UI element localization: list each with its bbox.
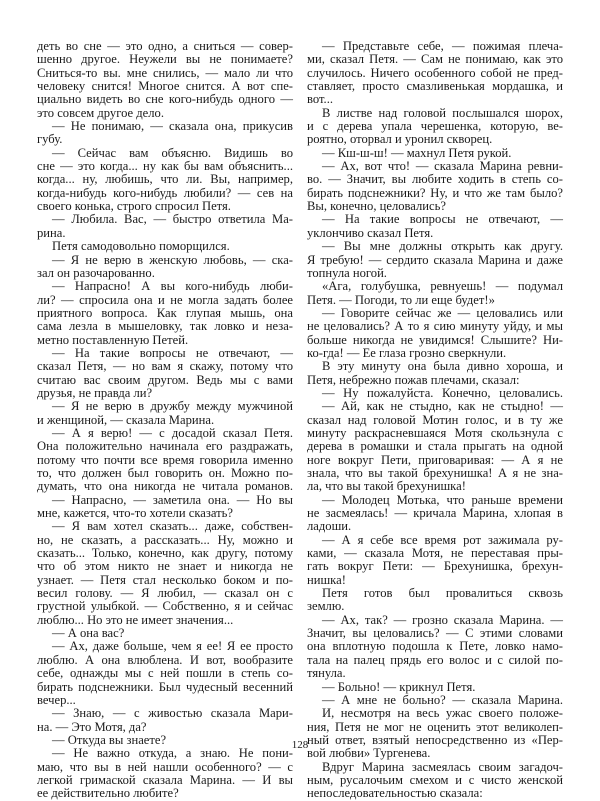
text-line: гать вокруг Пети: — Брехунишка, брехун- bbox=[307, 559, 563, 574]
text-line: сказал над головой Мотин голос, и в ту же bbox=[307, 412, 563, 427]
text-line: И, несмотря на весь ужас своего положе- bbox=[322, 706, 563, 721]
text-line: «Ага, голубушка, ревнуешь! — подумал bbox=[322, 279, 563, 294]
text-line: когда... ну, любишь, что ли. Вы, например, bbox=[37, 172, 293, 187]
text-line: — Кш-ш-ш! — махнул Петя рукой. bbox=[322, 145, 512, 160]
text-line: — А она вас? bbox=[52, 626, 125, 641]
text-line: шенно другое. Неужели вы не понимаете? bbox=[37, 52, 293, 67]
text-line: человеку снится! Многое снится. А вот спе- bbox=[37, 79, 293, 94]
text-line: своего конька, строго спросил Петя. bbox=[37, 199, 231, 214]
text-line: во. — Значит, вы любите ходить в степь со- bbox=[307, 172, 563, 187]
text-line: сне — это когда... ну как бы вам объяснить... bbox=[37, 159, 293, 174]
text-line: — Откуда вы знаете? bbox=[52, 732, 167, 747]
text-line: ным, русалочьим смехом и с чисто женской bbox=[307, 772, 563, 787]
text-line: зал он разочарованно. bbox=[37, 265, 155, 280]
text-line: — Вы мне должны открыть как другу. bbox=[322, 239, 563, 254]
text-line: — А мне не больно? — сказала Марина. bbox=[322, 692, 563, 707]
text-line: Петя готов был провалиться сквозь bbox=[322, 586, 563, 601]
text-line: ставляет, просто смазливенькая мордашка, и bbox=[307, 79, 563, 94]
text-line: В эту минуту она была дивно хороша, и bbox=[322, 359, 563, 374]
text-line: — На такие вопросы не отвечают, — bbox=[52, 345, 293, 360]
text-line: то, что должен был говорить он. Можно по- bbox=[37, 466, 293, 480]
right-column bbox=[307, 40, 563, 801]
text-line: случилось. Ничего особенного собой не пред- bbox=[307, 65, 563, 80]
text-line: ноге вокруг Пети, приговаривая: — А я не bbox=[307, 452, 563, 467]
text-line: ее действительно любите? bbox=[37, 786, 179, 801]
text-line: дерева в ромашки и стала прыгать на одной bbox=[307, 439, 563, 454]
text-line: нишка! bbox=[307, 572, 346, 587]
text-line: считаю вас своим другом. Ведь мы с вами bbox=[37, 372, 293, 387]
text-line: ками, — сказала Мотя, не переставая пры- bbox=[307, 546, 563, 561]
text-line: Значит, вы целовались? — С этими словами bbox=[307, 626, 563, 641]
text-line: Петя самодовольно поморщился. bbox=[52, 239, 230, 254]
text-line: — А я верю! — с досадой сказал Петя. bbox=[52, 425, 293, 440]
text-line: ли? — спросила она и не могла задать более bbox=[37, 292, 293, 307]
text-line: тала на палец прядь его волос и с силой по- bbox=[307, 652, 563, 667]
text-line: — Ай, как не стыдно, как не стыдно! — bbox=[322, 399, 563, 414]
text-line: деть во сне — это одно, а сниться — совер- bbox=[37, 39, 293, 53]
text-line: но, не сказать, а рассказать... Ну, можно и bbox=[37, 532, 293, 547]
text-line: — Представьте себе, — пожимая плеча- bbox=[322, 39, 563, 53]
text-line: роятно, оторвал и уронил скворец. bbox=[307, 132, 493, 147]
text-line: — Я не верю в дружбу между мужчиной bbox=[52, 399, 293, 414]
text-line: ко-гда! — Ее глаза грозно сверкнули. bbox=[307, 345, 507, 360]
text-line: друзья, не правда ли? bbox=[37, 385, 153, 400]
text-line: грустной улыбкой. — Собственно, я и сейчас bbox=[37, 599, 293, 614]
text-line: бирать подснежники? Ну, и что же там было? bbox=[307, 185, 563, 200]
text-line: люблю... Но это не имеет значения... bbox=[37, 612, 234, 627]
text-line: Вы, конечно, целовались? bbox=[307, 199, 446, 214]
text-line: топнула ногой. bbox=[307, 265, 387, 280]
text-line: метно поставленную Петей. bbox=[37, 332, 189, 347]
text-line: ладоши. bbox=[307, 519, 352, 534]
text-line: тянула. bbox=[307, 666, 346, 681]
text-line: уклончиво сказал Петя. bbox=[307, 225, 434, 240]
text-line: сама лезла в мышеловку, так ловко и неза- bbox=[37, 319, 293, 334]
text-line: — Знаю, — с живостью сказала Мари- bbox=[52, 706, 293, 721]
text-line: Петя, небрежно пожав плечами, сказал: bbox=[307, 372, 520, 387]
text-line: — Я вам хотел сказать... даже, собствен- bbox=[52, 519, 293, 534]
text-line: вой любви» Тургенева. bbox=[307, 746, 431, 761]
text-line: узнает. — Петя стал несколько боком и по- bbox=[37, 572, 293, 587]
text-line: губу. bbox=[37, 132, 63, 147]
text-line: рина. bbox=[37, 225, 66, 240]
text-line: сказал Петя, — но вам я скажу, потому что bbox=[37, 359, 293, 374]
text-line: — Ах, даже больше, чем я ее! Я ее просто bbox=[52, 639, 293, 654]
text-line: — Говорите сейчас же — целовались или bbox=[322, 305, 563, 320]
text-line: легкой гримаской сказала Марина. — И вы bbox=[37, 772, 293, 787]
text-line: ный ответ, взятый непосредственно из «Пер- bbox=[307, 732, 563, 747]
text-line: думать, что она никогда не читала романов. bbox=[37, 479, 293, 494]
text-line: когда-нибудь кого-нибудь любили? — сев на bbox=[37, 185, 293, 200]
text-line: Я требую! — сердито сказала Марина и даже bbox=[307, 252, 563, 267]
text-line: не целовались? А то я сию минуту уйду, и мы bbox=[307, 319, 563, 334]
text-line: люблю. А она влюблена. И вот, вообразите bbox=[37, 652, 293, 667]
text-line: — Ну пожалуйста. Конечно, целовались. bbox=[322, 385, 563, 400]
text-line: циально видеть во сне кого-нибудь одного — bbox=[37, 92, 293, 107]
text-line: Петя. — Погоди, то ли еще будет!» bbox=[307, 292, 495, 307]
text-line: — Любила. Вас, — быстро ответила Ма- bbox=[52, 212, 293, 227]
text-line: Сниться-то вы. мне снились, — мало ли что bbox=[37, 65, 293, 80]
text-line: — Сейчас вам объясню. Видишь во bbox=[52, 145, 293, 160]
left-column bbox=[37, 40, 293, 801]
text-line: себе, однажды мы с ней пошли в степь со- bbox=[37, 666, 293, 681]
text-line: — Не понимаю, — сказала она, прикусив bbox=[52, 119, 293, 134]
text-line: — Напрасно! А вы кого-нибудь люби- bbox=[52, 279, 293, 294]
text-line: землю. bbox=[307, 599, 345, 614]
text-line: В листве над головой послышался шорох, bbox=[322, 105, 563, 120]
text-line: маю, что вы в ней нашли особенного? — с bbox=[37, 759, 293, 774]
text-line: больше никогда не увидимся! Слышите? Ни- bbox=[307, 332, 563, 347]
text-line: и женщиной, — сказала Марина. bbox=[37, 412, 215, 427]
text-line: ния, Петя не мог не оценить этот великолеп- bbox=[307, 719, 563, 734]
text-line: на. — Это Мотя, да? bbox=[37, 719, 147, 734]
text-line: что об этом никто не знает и никогда не bbox=[37, 559, 293, 574]
text-line: непоследовательностью сказала: bbox=[307, 786, 483, 801]
text-line: — Ах, так? — грозно сказала Марина. — bbox=[322, 612, 563, 627]
text-line: Вдруг Марина засмеялась своим загадоч- bbox=[322, 759, 563, 774]
text-line: — А я себе все время рот зажимала ру- bbox=[322, 532, 563, 547]
text-line: потому что почти все время говорила именно bbox=[37, 452, 293, 467]
text-line: вот... bbox=[307, 92, 333, 107]
text-line: не засмеялась! — кричала Марина, хлопая в bbox=[307, 506, 563, 521]
text-line: — Я не верю в женскую любовь, — ска- bbox=[52, 252, 293, 267]
text-line: знала, что вы такой брехунишка! А я не зна- bbox=[307, 466, 563, 480]
text-line: — На такие вопросы не отвечают, — bbox=[322, 212, 563, 227]
text-line: ла, что вы такой брехунишка! bbox=[307, 479, 466, 494]
text-line: — Молодец Мотька, что раньше времени bbox=[322, 492, 563, 507]
text-line: — Напрасно, — заметила она. — Но вы bbox=[52, 492, 293, 507]
text-line: приятного вопроса. Как глупая мышь, она bbox=[37, 305, 293, 320]
text-line: это совсем другое дело. bbox=[37, 105, 165, 120]
text-line: минуту раскрасневшаяся Мотя скользнула с bbox=[307, 425, 563, 440]
text-line: мне, кажется, что-то хотели сказать? bbox=[37, 506, 233, 521]
text-line: — Не важно откуда, а знаю. Не пони- bbox=[52, 746, 293, 761]
text-line: — Больно! — крикнул Петя. bbox=[322, 679, 476, 694]
text-line: и с дерева упала черешенка, которую, ве- bbox=[307, 119, 563, 134]
text-line: — Ах, вот что! — сказала Марина ревни- bbox=[322, 159, 563, 174]
page-number: 128 bbox=[291, 739, 309, 751]
text-line: Она положительно начинала его раздражать, bbox=[37, 439, 293, 454]
text-line: она вплотную подошла к Пете, ловко намо- bbox=[307, 639, 563, 654]
text-line: ми, сказал Петя. — Сам не понимаю, как это bbox=[307, 52, 563, 67]
text-line: весил голову. — Я любил, — сказал он с bbox=[37, 586, 293, 601]
text-line: сказать... Только, конечно, как другу, потому bbox=[37, 546, 293, 561]
text-line: бирать подснежники. Был чудесный весенний bbox=[37, 679, 293, 694]
text-line: вечер... bbox=[37, 692, 76, 707]
